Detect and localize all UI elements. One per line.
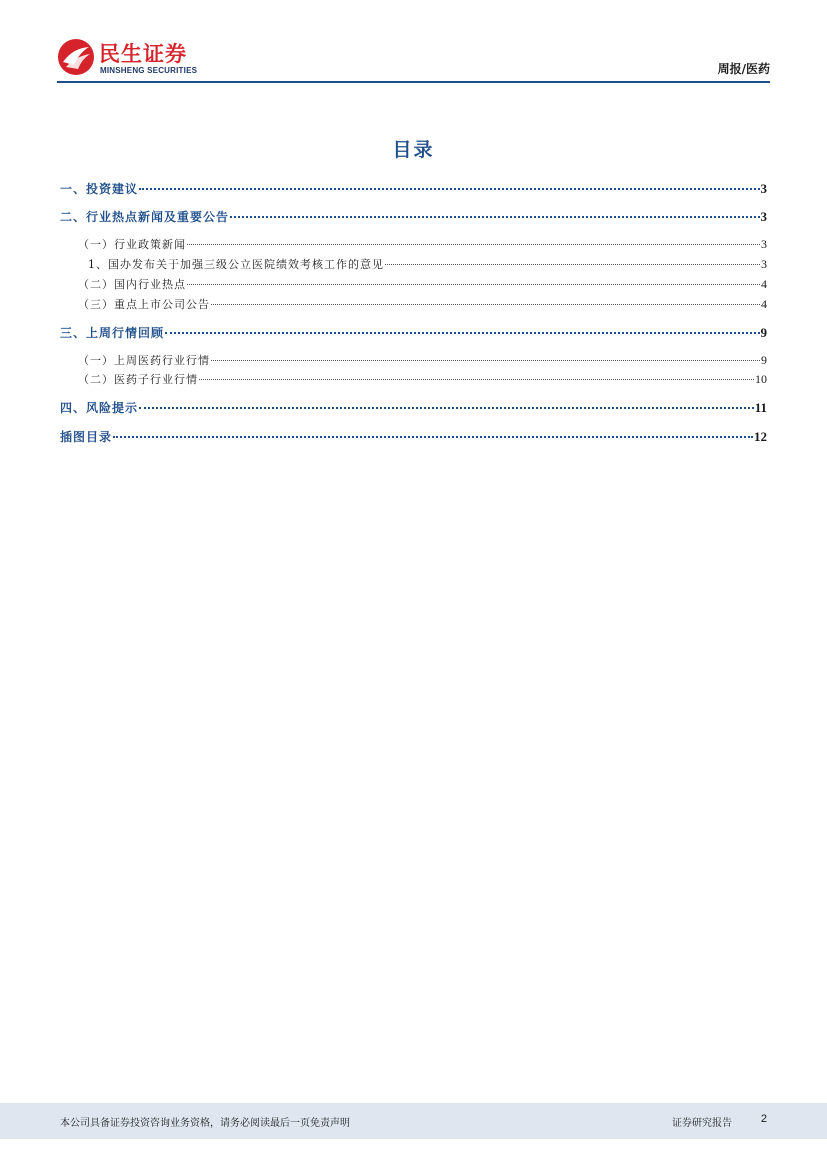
footer-disclaimer: 本公司具备证券投资咨询业务资格，请务必阅读最后一页免责声明 — [60, 1118, 350, 1129]
logo-english-name: MINSHENG SECURITIES — [100, 66, 198, 75]
toc-entry-label: 一、投资建议 — [60, 182, 139, 196]
toc-entry[interactable] — [60, 324, 767, 341]
toc-entry[interactable] — [60, 399, 767, 416]
minsheng-logo — [57, 38, 227, 78]
toc-entry-label: 四、风险提示 — [60, 401, 139, 415]
toc-entry[interactable] — [60, 208, 767, 225]
toc-title: 目录 — [392, 139, 435, 161]
toc-entry[interactable] — [78, 352, 767, 368]
toc-leader — [187, 284, 760, 285]
toc-entry-label: （三）重点上市公司公告 — [78, 298, 210, 311]
toc-leader — [165, 332, 759, 334]
toc-entry-page: 11 — [754, 400, 767, 415]
toc-entry-label: 插图目录 — [60, 430, 113, 444]
toc-entry-page: 9 — [761, 353, 767, 367]
toc-entry-label: （二）国内行业热点 — [78, 278, 186, 291]
footer-page-number: 2 — [760, 1113, 767, 1125]
page-header — [57, 36, 770, 82]
toc-entry[interactable] — [60, 180, 767, 197]
page-footer — [0, 1103, 827, 1139]
toc-leader — [230, 216, 759, 218]
toc-leader — [139, 188, 759, 190]
toc-entry-page: 4 — [761, 297, 767, 311]
toc-entry[interactable] — [78, 276, 767, 292]
toc-entry-page: 9 — [760, 325, 767, 340]
header-divider — [57, 81, 770, 83]
toc-entry-page: 3 — [761, 257, 767, 271]
toc-leader — [187, 244, 760, 245]
footer-report-type: 证券研究报告 — [672, 1118, 732, 1129]
toc-entry[interactable] — [60, 428, 767, 445]
toc-leader — [211, 360, 760, 361]
toc-leader — [139, 407, 754, 409]
toc-entry[interactable] — [88, 256, 767, 272]
toc-entry-page: 3 — [760, 181, 767, 196]
toc-leader — [385, 264, 760, 265]
minsheng-emblem-icon — [57, 38, 95, 76]
toc-entry-label: 二、行业热点新闻及重要公告 — [60, 210, 230, 224]
toc-leader — [199, 379, 754, 380]
toc-entry-label: 1、国办发布关于加强三级公立医院绩效考核工作的意见 — [88, 258, 384, 271]
toc-entry-page: 3 — [760, 209, 767, 224]
toc-entry[interactable] — [78, 296, 767, 312]
toc-entry-label: （一）行业政策新闻 — [78, 238, 186, 251]
toc-entry[interactable] — [78, 236, 767, 252]
toc-entry[interactable] — [78, 371, 767, 387]
toc-entry-label: （二）医药子行业行情 — [78, 373, 198, 386]
report-category: 周报/医药 — [717, 62, 770, 76]
toc-entry-label: 三、上周行情回顾 — [60, 326, 165, 340]
logo-chinese-name: 民生证券 — [99, 42, 187, 66]
toc-leader — [113, 436, 753, 438]
toc-entry-page: 3 — [761, 237, 767, 251]
toc-entry-page: 10 — [755, 372, 767, 386]
toc-entry-page: 12 — [754, 429, 767, 444]
toc-entry-page: 4 — [761, 277, 767, 291]
toc-entry-label: （一）上周医药行业行情 — [78, 354, 210, 367]
toc-leader — [211, 304, 760, 305]
